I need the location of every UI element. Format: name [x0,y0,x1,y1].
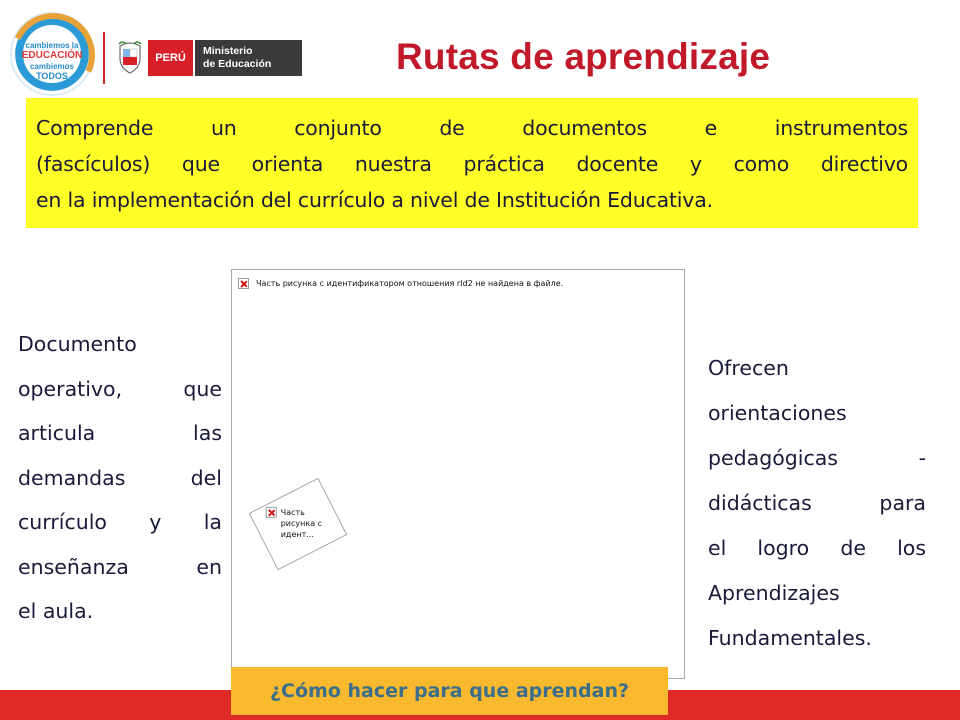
left-line-2: operativo, que [18,376,222,401]
question-box [231,667,668,715]
right-line-6: Aprendizajes [708,581,840,605]
image-error [238,278,563,289]
small-image-error-text: Часть рисунка с идент... [280,507,323,539]
ministry-line1: Ministerio [203,45,253,57]
right-line-5: el logro de los [708,536,926,560]
broken-image-icon [266,507,277,518]
campaign-logo [12,14,92,94]
intro-line-2: (fascículos) que orienta nuestra práctica docente y como directivo [36,152,908,176]
image-placeholder [231,269,685,679]
left-line-1: Documento [18,332,137,356]
ministry-label [195,40,302,76]
small-image-error [266,507,331,540]
ministry-line2: de Educación [203,58,272,70]
intro-box [26,98,918,228]
logo-divider [103,32,105,84]
right-line-7: Fundamentales. [708,626,872,650]
left-line-4: demandas del [18,465,222,490]
campaign-logo-line3: cambiemos [29,62,75,71]
intro-line-3: en la implementación del currículo a nivel de Institución Educativa. [36,188,713,212]
right-line-3: pedagógicas - [708,446,926,470]
left-line-7: el aula. [18,599,94,623]
intro-line-1: Comprende un conjunto de documentos e instrumentos [36,116,908,140]
small-image-placeholder [249,478,348,570]
peru-label: PERÚ [148,40,193,76]
right-line-1: Ofrecen [708,356,789,380]
right-line-2: orientaciones [708,401,847,425]
left-line-3: articula las [18,421,222,445]
left-line-6: enseñanza en [18,554,222,579]
coat-of-arms-icon [117,40,143,74]
campaign-logo-line4: TODOS [36,71,68,81]
image-error-text: Часть рисунка с идентификатором отношения rId2 не найдена в файле. [256,279,564,288]
left-line-5: currículo y la [18,510,222,534]
campaign-logo-line2: EDUCACIÓN [21,50,83,61]
page-title: Rutas de aprendizaje [396,36,771,77]
campaign-logo-line1: cambiemos la [25,41,79,50]
right-line-4: didácticas para [708,491,926,515]
broken-image-icon [238,278,249,289]
question-text: ¿Cómo hacer para que aprendan? [270,680,629,702]
left-description [18,322,222,634]
right-description [708,346,926,661]
